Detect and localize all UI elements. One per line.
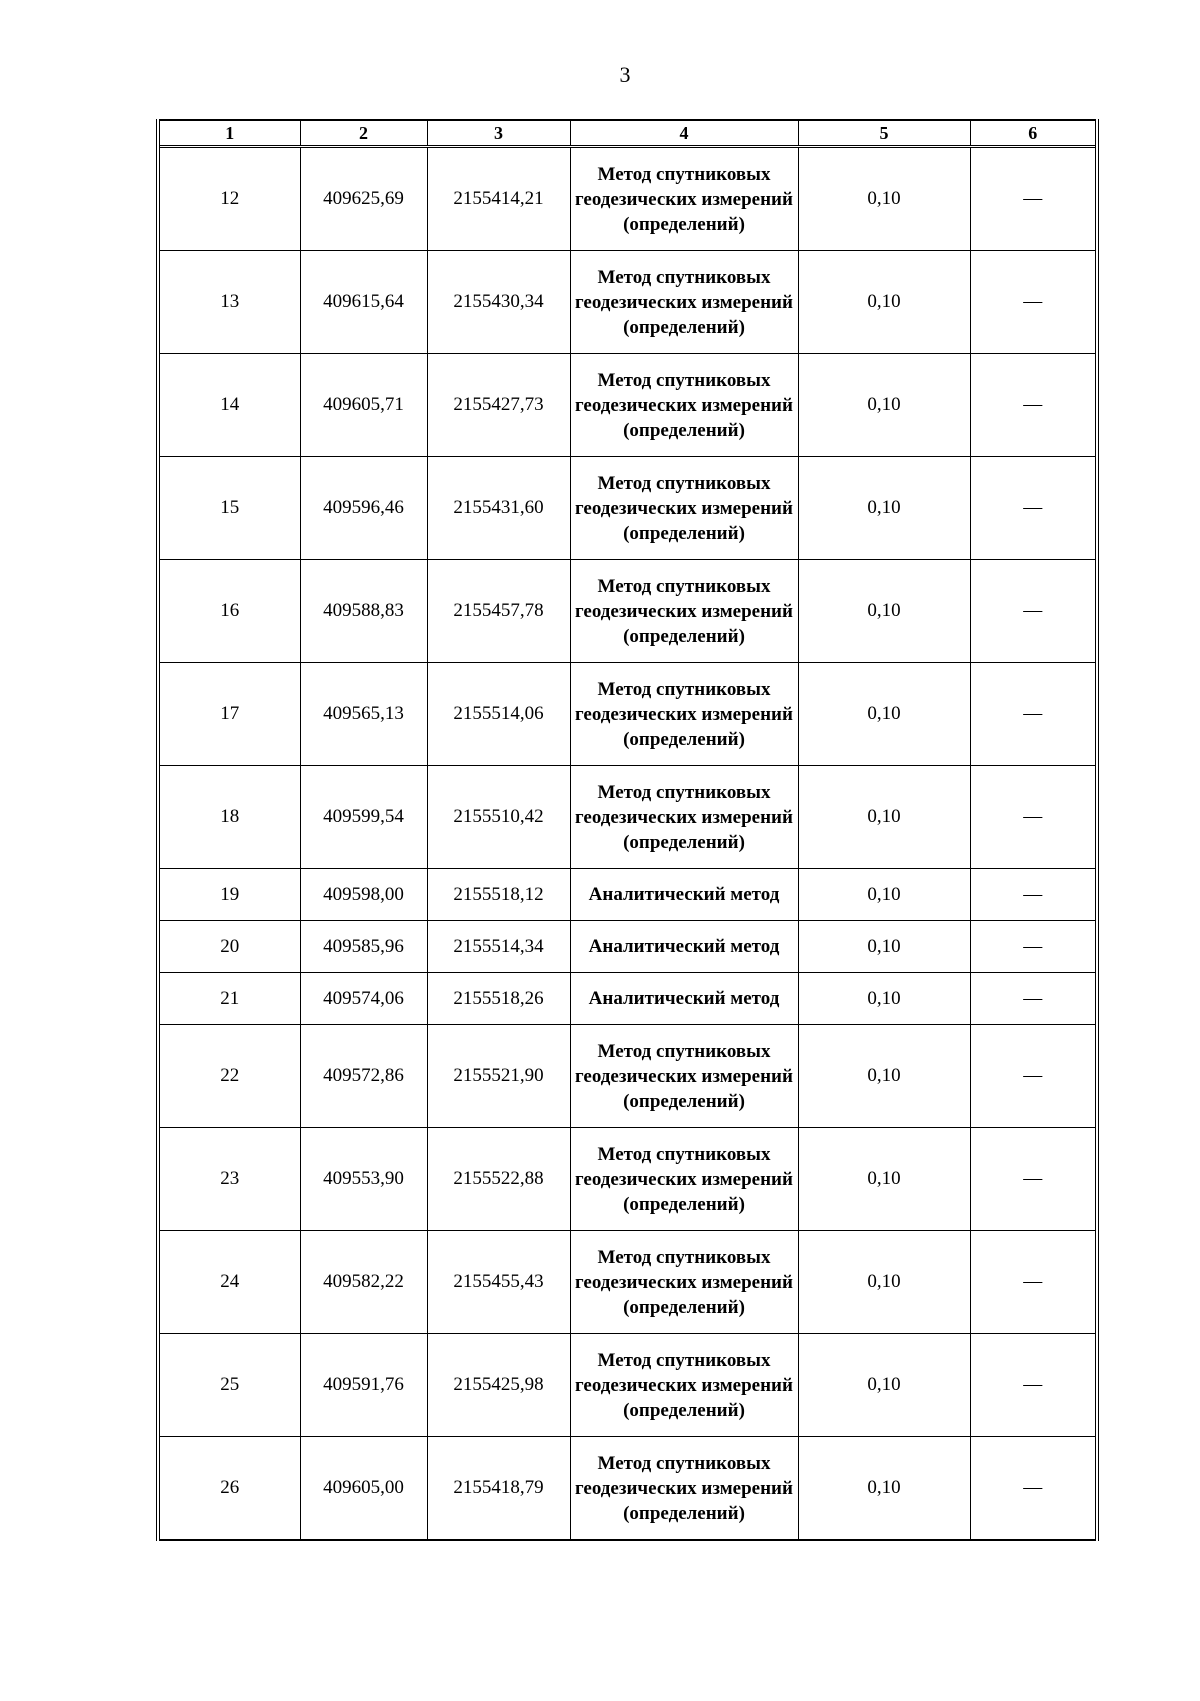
coordinates-table <box>156 119 1099 1541</box>
point-number-cell: 17 <box>158 663 300 766</box>
point-number-cell: 24 <box>158 1231 300 1334</box>
point-number-cell: 15 <box>158 457 300 560</box>
table-row <box>158 457 1097 560</box>
page-number: 3 <box>619 62 631 87</box>
accuracy-cell: 0,10 <box>798 354 970 457</box>
table-row <box>158 1437 1097 1541</box>
point-number-cell: 18 <box>158 766 300 869</box>
y-coordinate-cell: 2155431,60 <box>427 457 570 560</box>
method-cell: Метод спутниковых геодезических измерений (определений) <box>570 147 798 251</box>
accuracy-cell: 0,10 <box>798 1025 970 1128</box>
header-cell-6: 6 <box>970 120 1097 147</box>
x-coordinate-cell: 409591,76 <box>300 1334 427 1437</box>
x-coordinate-cell: 409585,96 <box>300 921 427 973</box>
method-cell: Метод спутниковых геодезических измерений (определений) <box>570 1334 798 1437</box>
point-number-cell: 23 <box>158 1128 300 1231</box>
x-coordinate-cell: 409605,71 <box>300 354 427 457</box>
y-coordinate-cell: 2155514,34 <box>427 921 570 973</box>
method-cell: Метод спутниковых геодезических измерений (определений) <box>570 663 798 766</box>
note-cell: — <box>970 766 1097 869</box>
y-coordinate-cell: 2155414,21 <box>427 147 570 251</box>
accuracy-cell: 0,10 <box>798 1437 970 1541</box>
table-row <box>158 766 1097 869</box>
note-cell: — <box>970 869 1097 921</box>
y-coordinate-cell: 2155430,34 <box>427 251 570 354</box>
method-cell: Метод спутниковых геодезических измерений (определений) <box>570 354 798 457</box>
accuracy-cell: 0,10 <box>798 251 970 354</box>
accuracy-cell: 0,10 <box>798 1231 970 1334</box>
table-row <box>158 921 1097 973</box>
header-row <box>158 120 1097 147</box>
header-cell-5: 5 <box>798 120 970 147</box>
note-cell: — <box>970 921 1097 973</box>
note-cell: — <box>970 1231 1097 1334</box>
point-number-cell: 21 <box>158 973 300 1025</box>
accuracy-cell: 0,10 <box>798 663 970 766</box>
accuracy-cell: 0,10 <box>798 1334 970 1437</box>
accuracy-cell: 0,10 <box>798 973 970 1025</box>
y-coordinate-cell: 2155427,73 <box>427 354 570 457</box>
note-cell: — <box>970 1128 1097 1231</box>
y-coordinate-cell: 2155510,42 <box>427 766 570 869</box>
header-cell-1: 1 <box>158 120 300 147</box>
method-cell: Метод спутниковых геодезических измерений (определений) <box>570 1437 798 1541</box>
x-coordinate-cell: 409588,83 <box>300 560 427 663</box>
point-number-cell: 22 <box>158 1025 300 1128</box>
point-number-cell: 19 <box>158 869 300 921</box>
x-coordinate-cell: 409582,22 <box>300 1231 427 1334</box>
y-coordinate-cell: 2155514,06 <box>427 663 570 766</box>
accuracy-cell: 0,10 <box>798 457 970 560</box>
accuracy-cell: 0,10 <box>798 921 970 973</box>
table-row <box>158 1334 1097 1437</box>
note-cell: — <box>970 251 1097 354</box>
note-cell: — <box>970 663 1097 766</box>
accuracy-cell: 0,10 <box>798 560 970 663</box>
table-row <box>158 560 1097 663</box>
x-coordinate-cell: 409574,06 <box>300 973 427 1025</box>
method-cell: Метод спутниковых геодезических измерений (определений) <box>570 766 798 869</box>
accuracy-cell: 0,10 <box>798 766 970 869</box>
note-cell: — <box>970 973 1097 1025</box>
point-number-cell: 12 <box>158 147 300 251</box>
method-cell: Аналитический метод <box>570 973 798 1025</box>
x-coordinate-cell: 409625,69 <box>300 147 427 251</box>
note-cell: — <box>970 1437 1097 1541</box>
table-row <box>158 973 1097 1025</box>
x-coordinate-cell: 409565,13 <box>300 663 427 766</box>
method-cell: Метод спутниковых геодезических измерений (определений) <box>570 457 798 560</box>
note-cell: — <box>970 1334 1097 1437</box>
table-body <box>158 147 1097 1541</box>
method-cell: Метод спутниковых геодезических измерений (определений) <box>570 560 798 663</box>
table-row <box>158 251 1097 354</box>
x-coordinate-cell: 409598,00 <box>300 869 427 921</box>
method-cell: Метод спутниковых геодезических измерений (определений) <box>570 1128 798 1231</box>
table-row <box>158 1128 1097 1231</box>
point-number-cell: 26 <box>158 1437 300 1541</box>
header-cell-2: 2 <box>300 120 427 147</box>
x-coordinate-cell: 409605,00 <box>300 1437 427 1541</box>
note-cell: — <box>970 147 1097 251</box>
header-cell-3: 3 <box>427 120 570 147</box>
note-cell: — <box>970 354 1097 457</box>
table-header <box>158 120 1097 147</box>
method-cell: Аналитический метод <box>570 869 798 921</box>
point-number-cell: 25 <box>158 1334 300 1437</box>
method-cell: Метод спутниковых геодезических измерений (определений) <box>570 1231 798 1334</box>
y-coordinate-cell: 2155425,98 <box>427 1334 570 1437</box>
y-coordinate-cell: 2155521,90 <box>427 1025 570 1128</box>
x-coordinate-cell: 409596,46 <box>300 457 427 560</box>
accuracy-cell: 0,10 <box>798 147 970 251</box>
table-row <box>158 354 1097 457</box>
note-cell: — <box>970 560 1097 663</box>
table-row <box>158 869 1097 921</box>
point-number-cell: 16 <box>158 560 300 663</box>
y-coordinate-cell: 2155518,26 <box>427 973 570 1025</box>
accuracy-cell: 0,10 <box>798 869 970 921</box>
method-cell: Метод спутниковых геодезических измерений (определений) <box>570 1025 798 1128</box>
y-coordinate-cell: 2155418,79 <box>427 1437 570 1541</box>
method-cell: Аналитический метод <box>570 921 798 973</box>
table-row <box>158 663 1097 766</box>
x-coordinate-cell: 409615,64 <box>300 251 427 354</box>
point-number-cell: 13 <box>158 251 300 354</box>
x-coordinate-cell: 409572,86 <box>300 1025 427 1128</box>
accuracy-cell: 0,10 <box>798 1128 970 1231</box>
header-cell-4: 4 <box>570 120 798 147</box>
table-row <box>158 147 1097 251</box>
x-coordinate-cell: 409599,54 <box>300 766 427 869</box>
y-coordinate-cell: 2155518,12 <box>427 869 570 921</box>
table-row <box>158 1025 1097 1128</box>
note-cell: — <box>970 457 1097 560</box>
note-cell: — <box>970 1025 1097 1128</box>
method-cell: Метод спутниковых геодезических измерений (определений) <box>570 251 798 354</box>
x-coordinate-cell: 409553,90 <box>300 1128 427 1231</box>
point-number-cell: 14 <box>158 354 300 457</box>
table-row <box>158 1231 1097 1334</box>
y-coordinate-cell: 2155522,88 <box>427 1128 570 1231</box>
y-coordinate-cell: 2155455,43 <box>427 1231 570 1334</box>
point-number-cell: 20 <box>158 921 300 973</box>
y-coordinate-cell: 2155457,78 <box>427 560 570 663</box>
